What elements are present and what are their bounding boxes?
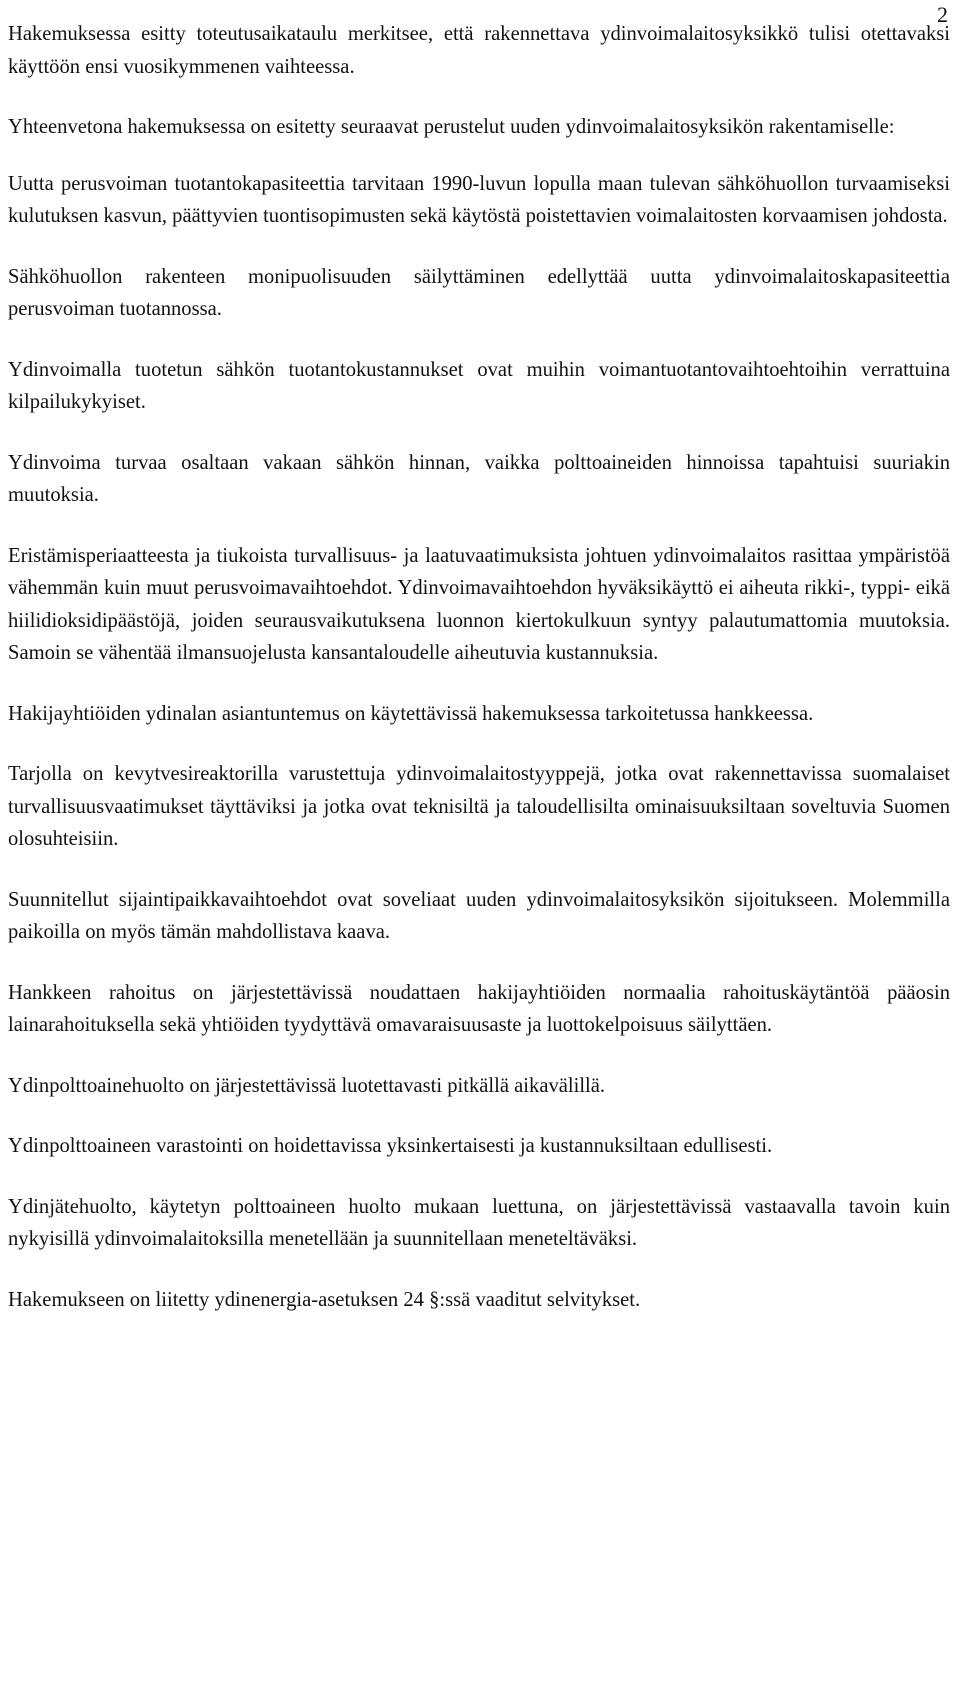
paragraph-expertise: Hakijayhtiöiden ydinalan asiantuntemus on käytettävissä hakemuksessa tarkoitetussa hankkeessa. — [8, 702, 814, 725]
paragraph-schedule: Hakemuksessa esitty toteutusaikataulu merkitsee, että rakennettava ydinvoimalaitosyksikkö tulisi otettavaksi käyttöön ensi vuosikymmenen vaihteessa. — [8, 23, 950, 78]
paragraph-summary-intro: Yhteenvetona hakemuksessa on esitetty seuraavat perustelut uuden ydinvoimalaitosyksikön rakentamiselle: — [8, 116, 895, 138]
paragraph-environment: Eristämisperiaatteesta ja tiukoista turvallisuus- ja laatuvaatimuksista johtuen ydinvoimalaitos rasittaa ympäristöä vähemmän kuin muut perusvoimavaihtoehdot. Ydinvoimavaihtoehdon hyväksikäyttö ei aiheuta rikki-, typpi- eikä hiilidioksidipäästöjä, joiden seurausvaikutuksena luonnon kiertokulkuun syntyy palautumattomia muutoksia. Samoin se vähentää ilmansuojelusta kansantaloudelle aiheutuvia kustannuksia. — [8, 544, 950, 664]
paragraph-capacity-need: Uutta perusvoiman tuotantokapasiteettia tarvitaan 1990-luvun lopulla maan tulevan sähköhuollon turvaamiseksi kulutuksen kasvun, päättyvien tuontisopimusten sekä käytöstä poistettavien voimalaitosten korvaamisen johdosta. — [8, 172, 950, 227]
paragraph-sites: Suunnitellut sijaintipaikkavaihtoehdot ovat soveliaat uuden ydinvoimalaitosyksikön sijoitukseen. Molemmilla paikoilla on myös tämän mahdollistava kaava. — [8, 888, 950, 943]
page-number: 2 — [937, 2, 948, 27]
paragraph-fuel-storage: Ydinpolttoaineen varastointi on hoidettavissa yksinkertaisesti ja kustannuksiltaan edullisesti. — [8, 1135, 773, 1157]
paragraph-diversity: Sähköhuollon rakenteen monipuolisuuden säilyttäminen edellyttää uutta ydinvoimalaitoskapasiteettia perusvoiman tuotannossa. — [8, 265, 950, 320]
paragraph-costs: Ydinvoimalla tuotetun sähkön tuotantokustannukset ovat muihin voimantuotantovaihtoehtoihin verrattuina kilpailukykyiset. — [8, 358, 950, 413]
paragraph-financing: Hankkeen rahoitus on järjestettävissä noudattaen hakijayhtiöiden normaalia rahoituskäytäntöä pääosin lainarahoituksella sekä yhtiöiden tyydyttävä omavaraisuusaste ja luottokelpoisuus säilyttäen. — [8, 981, 950, 1036]
paragraph-reactor-types: Tarjolla on kevytvesireaktorilla varustettuja ydinvoimalaitostyyppejä, jotka ovat rakennettavissa suomalaiset turvallisuusvaatimukset täyttäviksi ja jotka ovat teknisiltä ja taloudellisilta ominaisuuksiltaan soveltuvia Suomen olosuhteisiin. — [8, 763, 950, 850]
paragraph-waste-management: Ydinjätehuolto, käytetyn polttoaineen huolto mukaan luettuna, on järjestettävissä vastaavalla tavoin kuin nykyisillä ydinvoimalaitoksilla menetellään ja suunnitellaan meneteltäväksi. — [8, 1195, 950, 1250]
paragraph-fuel-supply: Ydinpolttoainehuolto on järjestettävissä luotettavasti pitkällä aikavälillä. — [8, 1074, 606, 1097]
paragraph-attachments: Hakemukseen on liitetty ydinenergia-asetuksen 24 §:ssä vaaditut selvitykset. — [8, 1288, 641, 1311]
document-body — [8, 18, 950, 1344]
paragraph-price-stability: Ydinvoima turvaa osaltaan vakaan sähkön hinnan, vaikka polttoaineiden hinnoissa tapahtuisi suuriakin muutoksia. — [8, 451, 950, 506]
